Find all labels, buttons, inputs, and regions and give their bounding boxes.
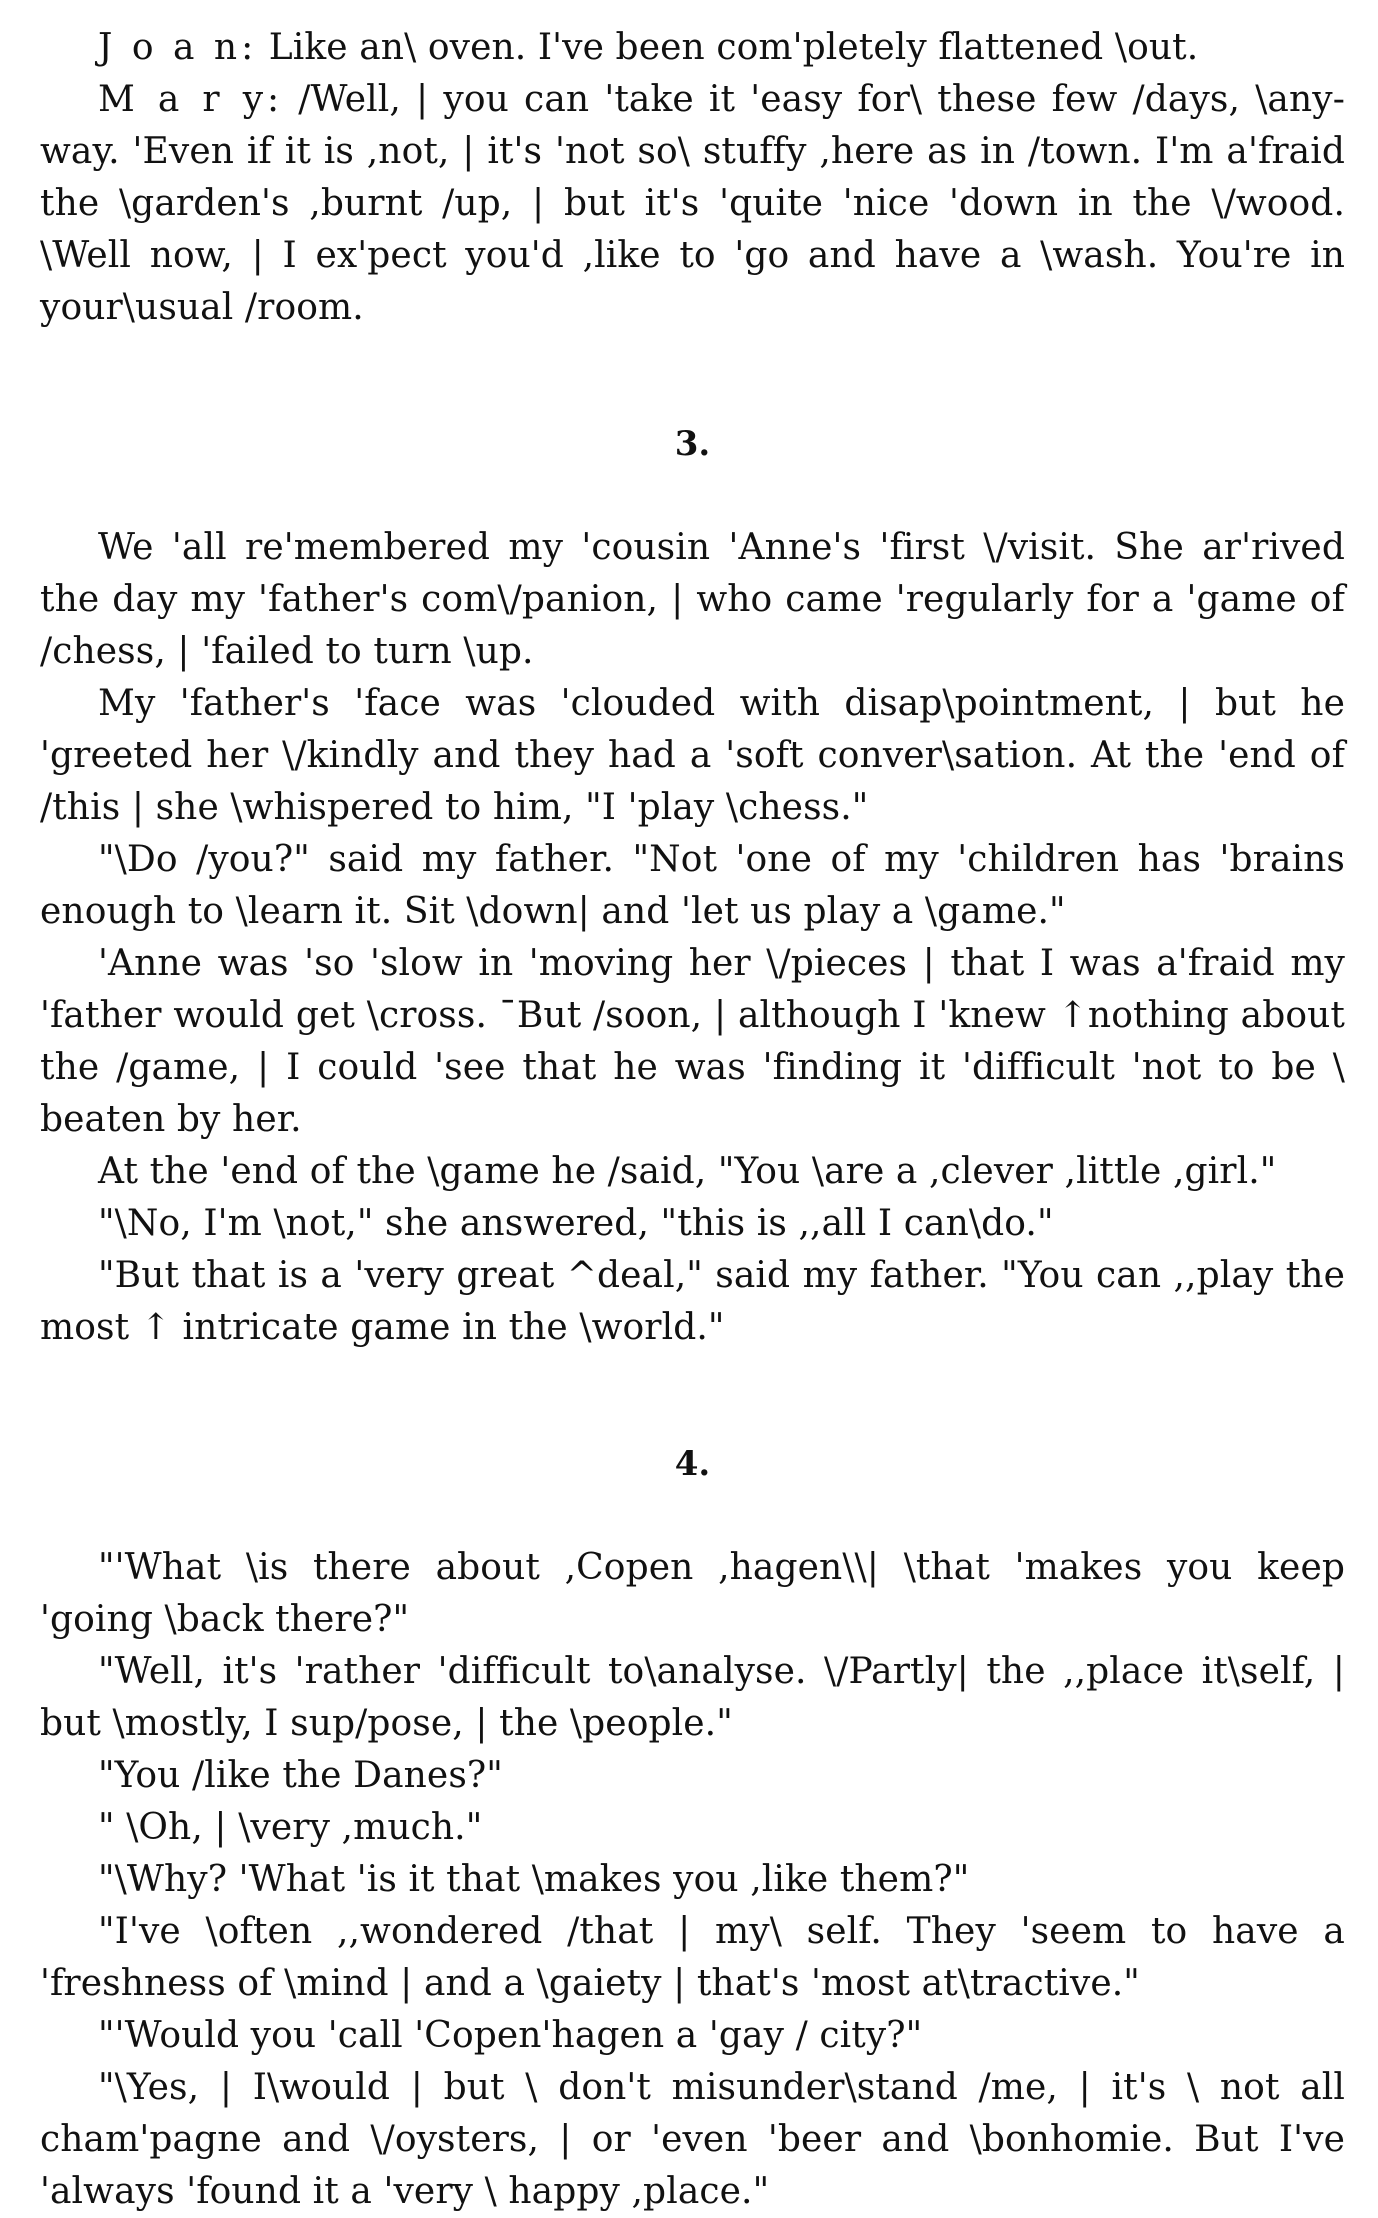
speaker-label: M a r y: bbox=[98, 79, 284, 120]
section-4-paragraph: "\Yes, | I\would | but \ don't misunder\stand /me, | it's \ not all cham'pagne and \/oysters, | or 'even 'beer and \bonhomie. But I've 'always 'found it a 'very \ happy ,place." bbox=[40, 2067, 1345, 2212]
section-3-paragraph: We 'all re'membered my 'cousin 'Anne's 'first \/visit. She ar'rived the day my 'father's com\/panion, | who came 'regularly for a 'game of /chess, | 'failed to turn \up. bbox=[40, 527, 1345, 672]
section-4-paragraph: "You /like the Danes?" bbox=[98, 1755, 503, 1796]
section-4-paragraph: "Well, it's 'rather 'difficult to\analyse. \/Partly| the ,,place it\self, | but \mostly, I sup/pose, | the \people." bbox=[40, 1651, 1345, 1744]
section-3-paragraph: 'Anne was 'so 'slow in 'moving her \/pieces | that I was a'fraid my 'father would get \cross. ¯But /soon, | although I 'knew ↑nothing about the /game, | I could 'see that he was 'finding it 'difficult 'not to be \ beaten by her. bbox=[40, 943, 1345, 1140]
section-4-paragraph: "'Would you 'call 'Copen'hagen a 'gay / city?" bbox=[98, 2015, 923, 2056]
dialogue-line-joan bbox=[40, 22, 1345, 74]
dialogue-text: /Well, | you can 'take it 'easy for\ these few /days, \any-way. 'Even if it is ,not, | it's 'not so\ stuffy ,here as in /town. I'm a'fraid the \garden's ,burnt /up, | but it's 'quite 'nice 'down in the \/wood. \Well now, | I ex'pect you'd ,like to 'go and have a \wash. You're in your\usual /room. bbox=[40, 79, 1345, 328]
document-page bbox=[40, 22, 1345, 2218]
section-number-3: 3. bbox=[674, 424, 711, 464]
section-4-paragraph: " \Oh, | \very ,much." bbox=[98, 1807, 483, 1848]
section-3-paragraph: My 'father's 'face was 'clouded with disap\pointment, | but he 'greeted her \/kindly and they had a 'soft conver\sation. At the 'end of /this | she \whispered to him, "I 'play \chess." bbox=[40, 683, 1345, 828]
section-4-paragraph: "I've \often ,,wondered /that | my\ self. They 'seem to have a 'freshness of \mind | and a \gaiety | that's 'most at\tractive." bbox=[40, 1911, 1345, 2004]
speaker-label: J o a n: bbox=[98, 27, 258, 68]
dialogue-text: Like an\ oven. I've been com'pletely flattened \out. bbox=[257, 27, 1199, 68]
section-4-paragraph: "\Why? 'What 'is it that \makes you ,like them?" bbox=[98, 1859, 970, 1900]
section-number-4: 4. bbox=[674, 1444, 711, 1484]
section-4-paragraph: "'What \is there about ,Copen ,hagen\\| \that 'makes you keep 'going \back there?" bbox=[40, 1547, 1345, 1640]
section-3-paragraph: "\No, I'm \not," she answered, "this is ,,all I can\do." bbox=[98, 1203, 1054, 1244]
section-3-paragraph: "But that is a 'very great ^deal," said my father. "You can ,,play the most ↑ intricate game in the \world." bbox=[40, 1255, 1345, 1348]
dialogue-line-mary bbox=[40, 74, 1345, 334]
section-3-paragraph: At the 'end of the \game he /said, "You \are a ,clever ,little ,girl." bbox=[98, 1151, 1277, 1192]
section-3-paragraph: "\Do /you?" said my father. "Not 'one of my 'children has 'brains enough to \learn it. Sit \down| and 'let us play a \game." bbox=[40, 839, 1345, 932]
